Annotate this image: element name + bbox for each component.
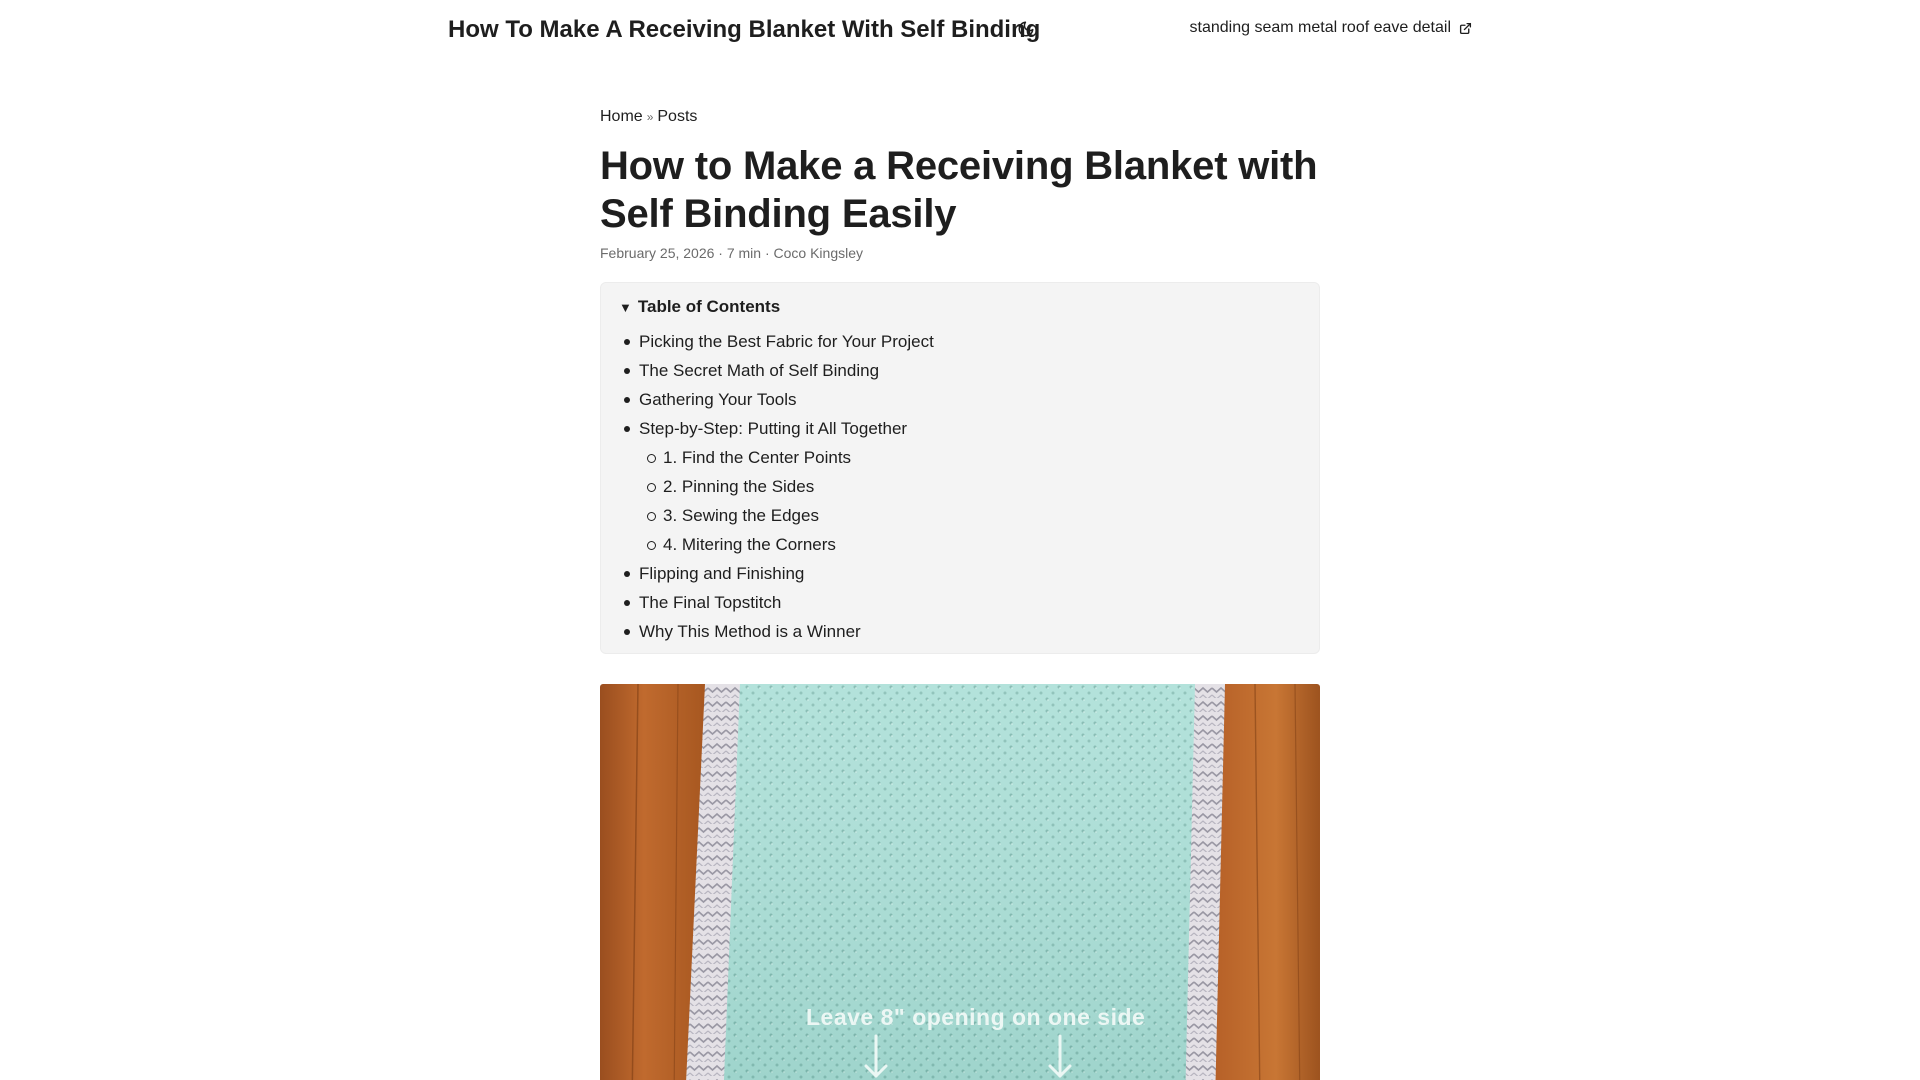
toc-link[interactable]: The Final Topstitch [639,593,782,612]
table-of-contents [600,282,1320,654]
breadcrumb-posts-link[interactable]: Posts [657,108,698,125]
post-main [600,108,1320,1080]
cover-image [600,684,1320,1080]
toc-item [639,617,1301,646]
toc-list [619,327,1301,646]
site-title-link[interactable]: How To Make A Receiving Blanket With Self Binding [448,16,1041,43]
toc-link[interactable]: Gathering Your Tools [639,390,797,409]
toc-item [639,356,1301,385]
external-link-icon [1459,22,1472,35]
toc-link[interactable]: Why This Method is a Winner [639,622,861,641]
toc-sublist [639,443,1301,559]
toc-link[interactable]: The Secret Math of Self Binding [639,361,880,380]
site-header [448,0,1472,60]
moon-icon [1017,20,1035,38]
toc-summary-label: Table of Contents [637,297,781,316]
breadcrumb-home-link[interactable]: Home [600,108,643,125]
external-link-label: standing seam metal roof eave detail [1189,19,1451,36]
toc-sublink[interactable]: 3. Sewing the Edges [663,506,819,525]
toc-item [639,414,1301,559]
toc-item [639,588,1301,617]
breadcrumb-separator: » [646,110,654,124]
toc-subitem [663,443,1301,472]
toc-subitem [663,501,1301,530]
triangle-down-icon: ▼ [619,299,632,315]
post-meta: February 25, 2026 · 7 min · Coco Kingsley [600,245,864,261]
toc-link[interactable]: Picking the Best Fabric for Your Project [639,332,934,351]
toc-subitem [663,530,1301,559]
toc-link[interactable]: Flipping and Finishing [639,564,805,583]
toc-sublink[interactable]: 1. Find the Center Points [663,448,852,467]
toc-item [639,327,1301,356]
external-link[interactable] [1190,19,1472,37]
toc-link[interactable]: Step-by-Step: Putting it All Together [639,419,908,438]
toc-summary-toggle[interactable] [619,293,1301,321]
post-title: How to Make a Receiving Blanket with Self Binding Easily [600,144,1318,236]
toc-item [639,385,1301,414]
toc-item [639,559,1301,588]
breadcrumb [600,108,1320,132]
toc-sublink[interactable]: 2. Pinning the Sides [663,477,815,496]
cover-caption: Leave 8" opening on one side [806,1004,1146,1030]
toc-sublink[interactable]: 4. Mitering the Corners [663,535,836,554]
toc-subitem [663,472,1301,501]
wood-floor-right [1210,684,1320,1080]
theme-toggle-button[interactable] [1017,20,1037,40]
